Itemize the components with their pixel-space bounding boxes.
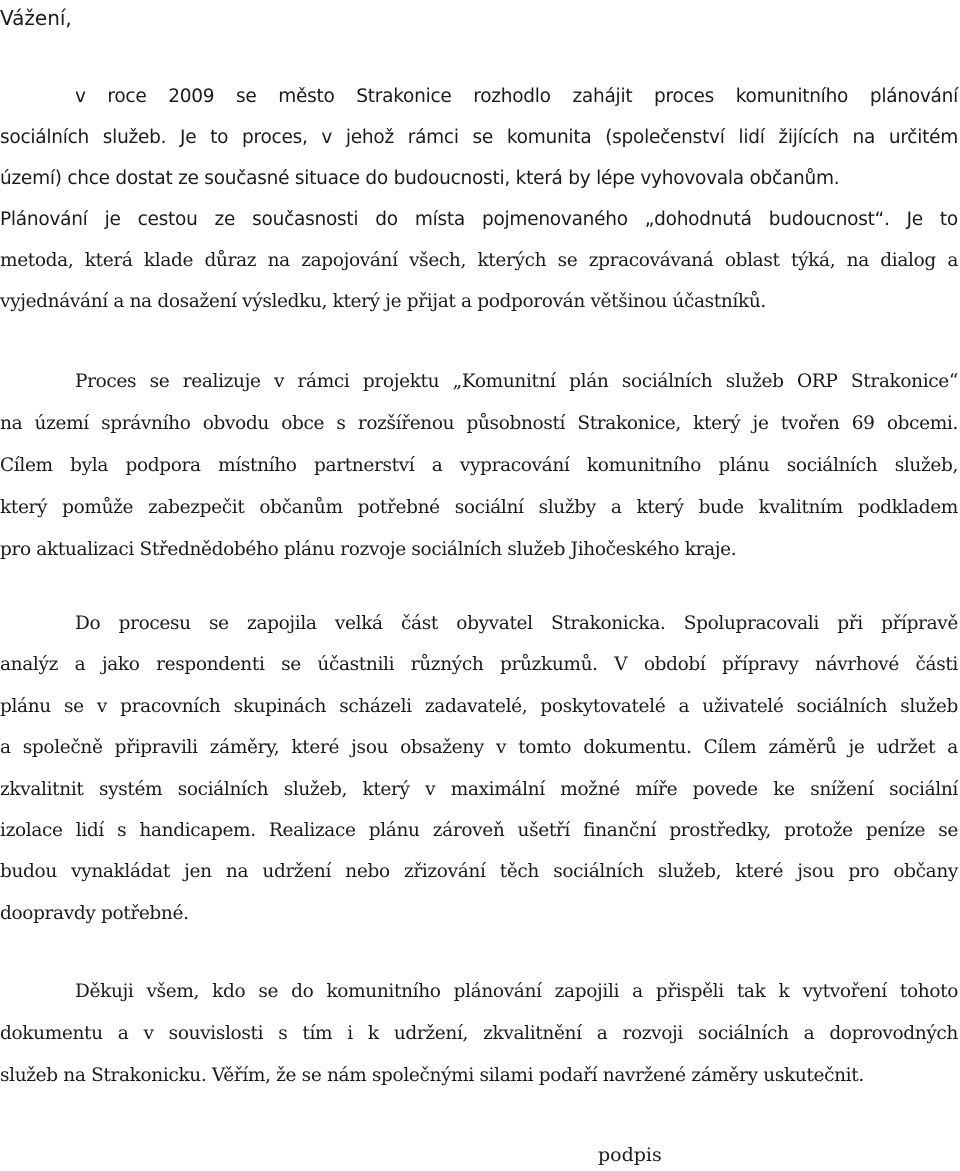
paragraph-line: a společně připravili záměry, které jsou obsaženy v tomto dokumentu. Cílem záměrů je udržet a xyxy=(0,737,958,759)
paragraph-line: doopravdy potřebné. xyxy=(0,902,189,924)
paragraph-line: na území správního obvodu obce s rozšířenou působností Strakonice, který je tvořen 69 obcemi. xyxy=(0,413,958,434)
paragraph-project xyxy=(0,361,958,571)
paragraph-line: metoda, která klade důraz na zapojování všech, kterých se zpracovávaná oblast týká, na dialog a xyxy=(0,250,958,271)
paragraph-line: vyjednávání a na dosažení výsledku, který je přijat a podporován většinou účastníků. xyxy=(0,291,766,312)
paragraph-line: dokumentu a v souvislosti s tím i k udržení, zkvalitnění a rozvoji sociálních a doprovodných xyxy=(0,1023,958,1044)
paragraph-line: Cílem byla podpora místního partnerství a vypracování komunitního plánu sociálních služeb, xyxy=(0,455,958,476)
paragraph-line: budou vynakládat jen na udržení nebo zřizování těch sociálních služeb, které jsou pro občany xyxy=(0,861,958,883)
paragraph-line: který pomůže zabezpečit občanům potřebné sociální služby a který bude kvalitním podkladem xyxy=(0,497,958,518)
greeting: Vážení, xyxy=(0,6,72,30)
paragraph-participation xyxy=(0,603,958,934)
paragraph-intro xyxy=(0,76,958,322)
paragraph-line: služeb na Strakonicku. Věřím, že se nám společnými silami podaří navržené záměry uskutečnit. xyxy=(0,1065,864,1086)
paragraph-line: plánu se v pracovních skupinách scházeli zadavatelé, poskytovatelé a uživatelé sociálních služeb xyxy=(0,695,958,717)
paragraph-thanks xyxy=(0,971,958,1097)
paragraph-line: Děkuji všem, kdo se do komunitního plánování zapojili a přispěli tak k vytvoření tohoto xyxy=(75,981,958,1002)
paragraph-line: území) chce dostat ze současné situace do budoucnosti, která by lépe vyhovovala občanům. xyxy=(0,168,840,189)
paragraph-line: pro aktualizaci Střednědobého plánu rozvoje sociálních služeb Jihočeského kraje. xyxy=(0,539,737,560)
paragraph-line: Do procesu se zapojila velká část obyvatel Strakonicka. Spolupracovali při přípravě xyxy=(75,613,958,634)
paragraph-line: izolace lidí s handicapem. Realizace plánu zároveň ušetří finanční prostředky, protože peníze se xyxy=(0,820,958,842)
paragraph-line: analýz a jako respondenti se účastnili různých průzkumů. V období přípravy návrhové části xyxy=(0,654,958,676)
paragraph-line: zkvalitnit systém sociálních služeb, který v maximální možné míře povede ke snížení sociální xyxy=(0,778,958,800)
paragraph-line: sociálních služeb. Je to proces, v jehož rámci se komunita (společenství lidí žijících na určitém xyxy=(0,127,958,148)
paragraph-line: Plánování je cestou ze současnosti do místa pojmenovaného „dohodnutá budoucnost“. Je to xyxy=(0,209,958,230)
paragraph-line: Proces se realizuje v rámci projektu „Komunitní plán sociálních služeb ORP Strakonice“ xyxy=(75,371,958,392)
signature-placeholder: podpis xyxy=(598,1144,662,1166)
paragraph-line: v roce 2009 se město Strakonice rozhodlo zahájit proces komunitního plánování xyxy=(75,86,958,107)
